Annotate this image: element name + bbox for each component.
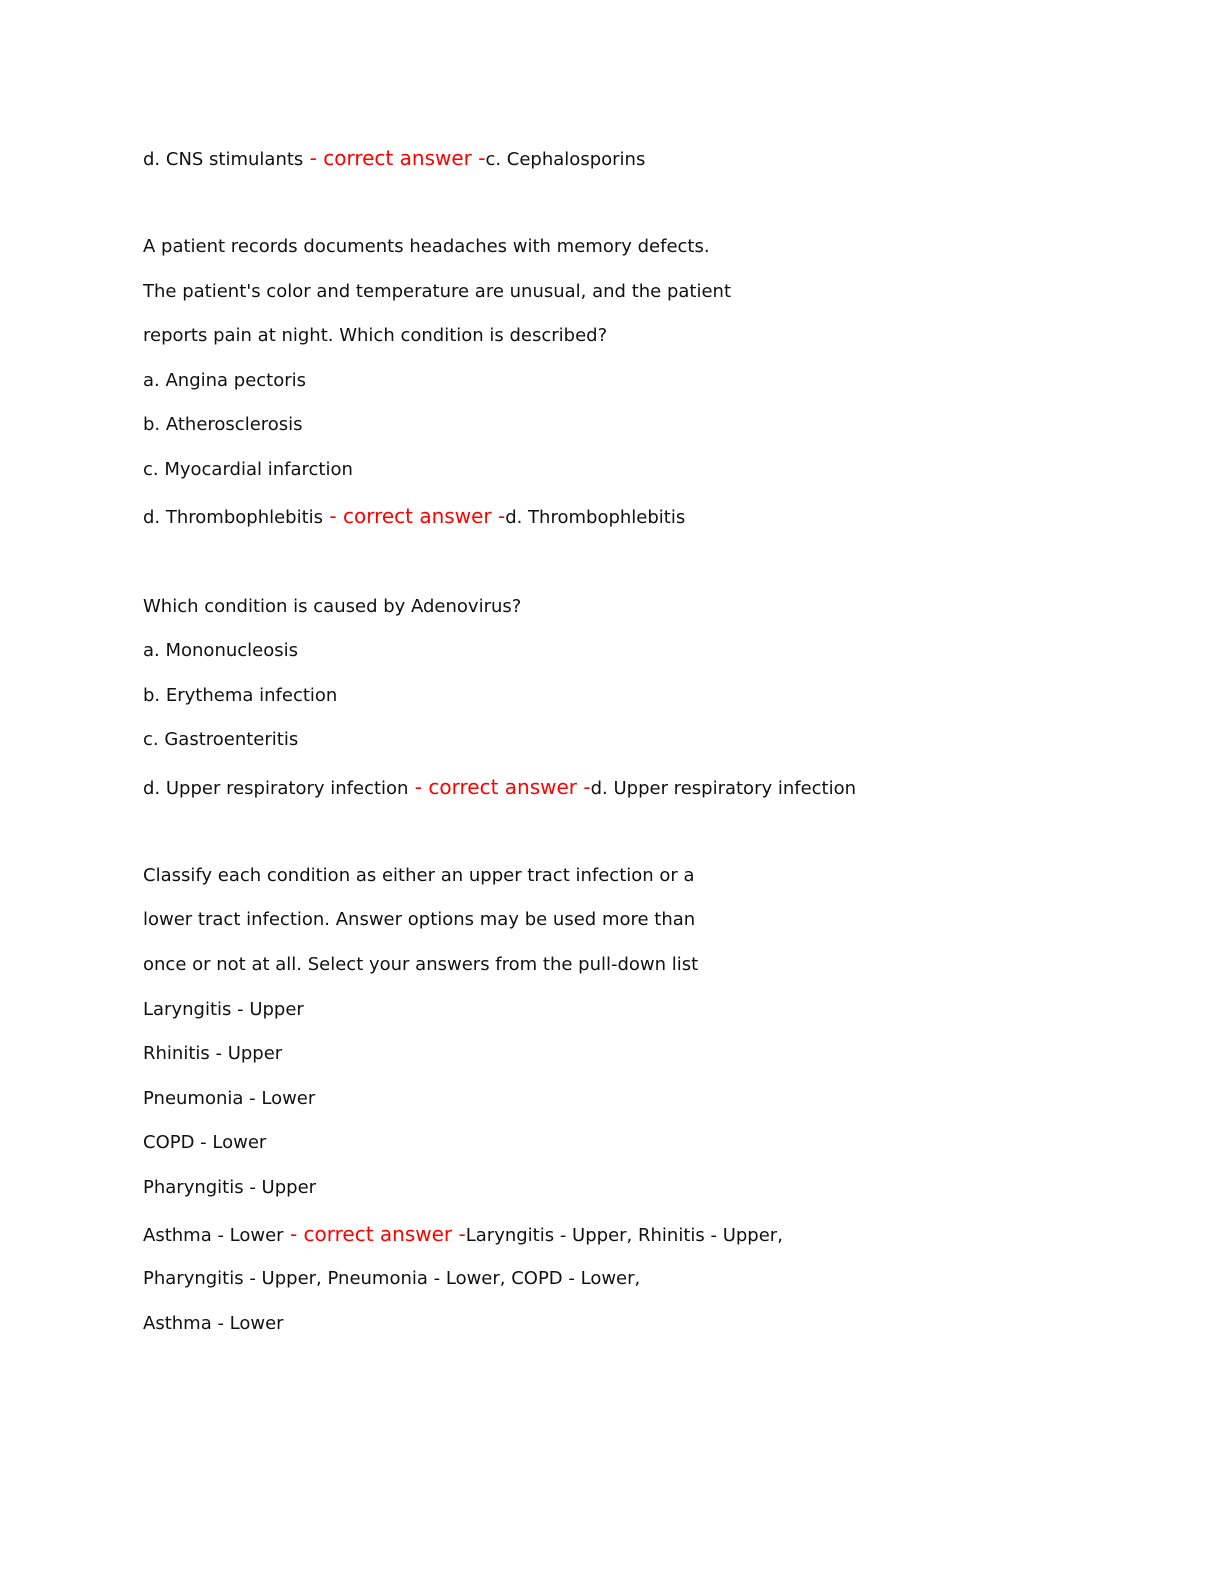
question-text-line: lower tract infection. Answer options may be used more than (143, 909, 696, 930)
question-text-line: Classify each condition as either an upper tract infection or a (143, 865, 695, 886)
option-line: Laryngitis - Upper (143, 999, 304, 1020)
option-line: Rhinitis - Upper (143, 1043, 283, 1064)
correct-answer-marker: - correct answer - (303, 146, 486, 170)
answer-text: d. Thrombophlebitis (505, 507, 686, 528)
option-line: Pharyngitis - Upper (143, 1177, 317, 1198)
option-line: c. Myocardial infarction (143, 459, 353, 480)
answer-continuation-line: Asthma - Lower (143, 1313, 284, 1334)
option-line: a. Mononucleosis (143, 640, 298, 661)
option-line: c. Gastroenteritis (143, 729, 299, 750)
question-text-line: once or not at all. Select your answers from the pull-down list (143, 954, 699, 975)
option-line: COPD - Lower (143, 1132, 267, 1153)
option-text: d. Thrombophlebitis (143, 507, 324, 528)
answer-text: c. Cephalosporins (485, 149, 646, 170)
answer-line (143, 504, 685, 530)
option-text: d. CNS stimulants (143, 149, 304, 170)
correct-answer-marker: - correct answer - (283, 1222, 466, 1246)
question-text-line: reports pain at night. Which condition is described? (143, 325, 608, 346)
answer-continuation-line: Pharyngitis - Upper, Pneumonia - Lower, COPD - Lower, (143, 1268, 641, 1289)
option-text: Asthma - Lower (143, 1225, 284, 1246)
question-text-line: The patient's color and temperature are unusual, and the patient (143, 281, 732, 302)
answer-text: d. Upper respiratory infection (590, 778, 857, 799)
option-line: a. Angina pectoris (143, 370, 307, 391)
question-text-line: Which condition is caused by Adenovirus? (143, 596, 522, 617)
correct-answer-marker: - correct answer - (323, 504, 506, 528)
option-line: Pneumonia - Lower (143, 1088, 316, 1109)
answer-line (143, 775, 856, 801)
correct-answer-marker: - correct answer - (408, 775, 591, 799)
answer-line (143, 146, 645, 172)
answer-text: Laryngitis - Upper, Rhinitis - Upper, (465, 1225, 783, 1246)
answer-line (143, 1222, 783, 1248)
option-line: b. Erythema infection (143, 685, 338, 706)
option-text: d. Upper respiratory infection (143, 778, 409, 799)
question-text-line: A patient records documents headaches with memory defects. (143, 236, 710, 257)
option-line: b. Atherosclerosis (143, 414, 303, 435)
